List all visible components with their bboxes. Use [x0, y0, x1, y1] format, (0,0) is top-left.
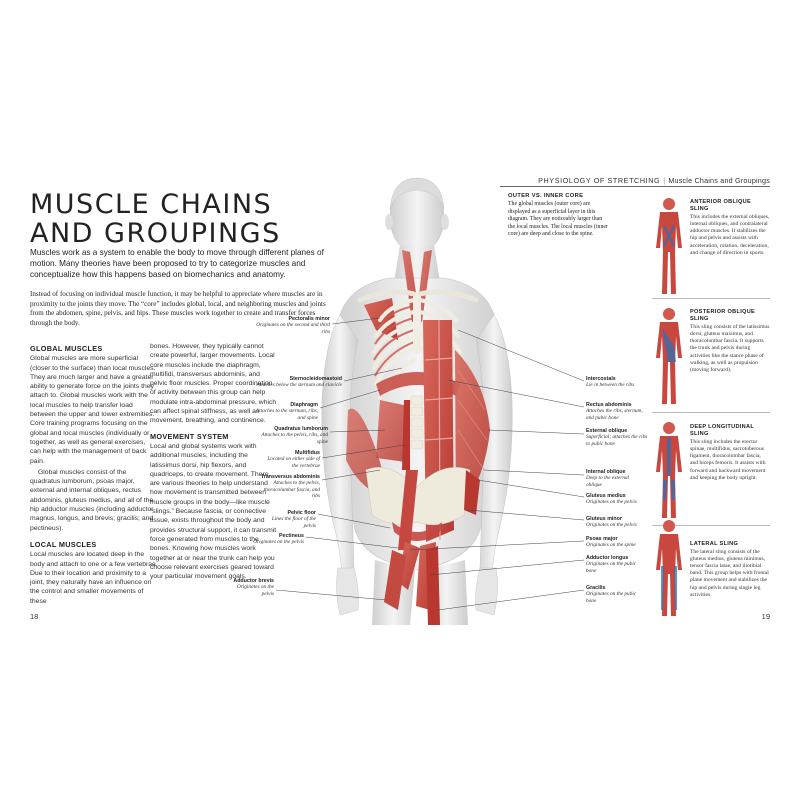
label-gracilis: Gracilis Originates on the pubic bone: [586, 585, 637, 604]
sling-divider-1: [652, 298, 770, 299]
body-paragraph: Instead of focusing on individual muscle function, it may be helpful to appreciate where muscles are in proximity to the joints they move. The “core” includes global, local, and neighboring muscles and joints from the abdomen, spine, pelvis, and hips. These muscles work together to create and transfer forces through the body.: [30, 290, 326, 327]
label-quadratus-lumborum: Quadratus lumborum Attaches to the pelvis, ribs, and spine: [261, 426, 328, 445]
anterior-oblique-text: This includes the external obliques, internal obliques, and contralateral adductor muscles. It stabilizes the hip and pelvis and assists with acceleration, rotation, deceleration, and change of direction in sports.: [690, 214, 770, 256]
header-separator: |: [663, 176, 666, 185]
label-sternocleidomastoid: Sternocleidomastoid Attaches below the sternum and clavicle: [256, 376, 342, 389]
movement-system-heading: MOVEMENT SYSTEM: [150, 431, 229, 441]
lateral-sling-text: The lateral sling consists of the gluteus medius, gluteus minimus, tensor fascia latae, and iliotibial band. This group helps with frontal plane movement and stabilizes the hip and pelvis during single leg activities.: [690, 549, 769, 598]
movement-system-text: Local and global systems work with additional muscles, including the latissimus dorsi, hip flexors, and quadriceps, to create movement. There are various theories to help understand how movement is transmitted between muscle groups in the body—like muscle “slings.” Because fascia, or connective tissue, exists throughout the body and provides structural support, it can transmit force generated from muscles to the bones. Knowing how muscles work together at or near the trunk can help you choose relevant exercises geared toward your particular movement goals.: [150, 442, 277, 581]
global-muscles-text-2: Global muscles consist of the quadratus lumborum, psoas major, external and internal obliques, rectus abdominis, gluteus medius, and all of the hip adductor muscles (including adductor magnus, longus, and brevis; gracilis; and pectineus).: [30, 468, 154, 532]
label-psoas-major: Psoas major Originates on the spine: [586, 536, 636, 549]
page-number-right: 19: [761, 612, 770, 621]
anterior-oblique-heading: ANTERIOR OBLIQUE SLING: [690, 199, 752, 213]
title-line-2: AND GROUPINGS: [30, 218, 281, 249]
intro-text: Muscles work as a system to enable the body to move through different planes of motion. Many theories have been proposed to try to categorize muscles and conceptualize how this happens based on biomechanics and anatomy.: [30, 248, 324, 280]
label-internal-oblique: Internal oblique Deep to the external oblique: [586, 469, 630, 488]
label-rectus-abdominis: Rectus abdominis Attaches the ribs, sternum, and pubic bone: [586, 402, 643, 421]
posterior-oblique-sling: [690, 309, 770, 374]
label-external-oblique: External oblique Superficial; attaches the ribs to pubic bone: [586, 428, 648, 447]
global-muscles-heading: GLOBAL MUSCLES: [30, 344, 103, 353]
anterior-oblique-sling-figure: [652, 196, 686, 296]
lateral-sling: [690, 541, 770, 599]
label-gluteus-minor: Gluteus minor Originates on the pelvis: [586, 516, 637, 529]
local-muscles-heading: LOCAL MUSCLES: [30, 539, 97, 549]
label-adductor-longus: Adductor longus Originates on the pubic bone: [586, 555, 637, 574]
label-gluteus-medius: Gluteus medius Originates on the pelvis: [586, 493, 637, 506]
sling-divider-2: [652, 412, 770, 413]
label-transversus-abdominis: Transversus abdominis Attaches to the pelvis, thoracolumbar fascia, and ribs: [260, 474, 320, 500]
lateral-sling-heading: LATERAL SLING: [690, 541, 739, 547]
page-number-left: 18: [30, 612, 39, 621]
anterior-oblique-sling: [690, 199, 770, 257]
callout-heading: OUTER VS. INNER CORE: [508, 193, 584, 199]
title-line-1: MUSCLE CHAINS: [30, 189, 273, 220]
global-muscles-text: Global muscles are more superficial (closer to the surface) than local muscles. They are much larger and have a greater ability to generate force on the joints they attach to. Global muscles work with the local muscles to help transfer load between the upper and lower extremities. Core training programs focusing on the global and local muscles (individually or together, as well as general exercises, can help with the management of back pain.: [30, 355, 156, 465]
callout-text: The global muscles (outer core) are displayed as a superficial layer in this diagram. They are noticeably larger than the local muscles. The local muscles (inner core) are deep and close to the spine.: [508, 201, 608, 238]
label-pectoralis-minor: Pectoralis minor Originates on the second and third ribs: [256, 316, 330, 335]
label-intercostals: Intercostals Lie in between the ribs: [586, 376, 635, 389]
label-multifidus: Multifidus Located on either side of the vertebrae: [267, 450, 320, 469]
header-topic: Muscle Chains and Groupings: [668, 176, 770, 185]
outer-inner-core-callout: [508, 193, 608, 238]
label-pectineus: Pectineus Originates on the pelvis: [253, 533, 304, 546]
posterior-oblique-sling-figure: [652, 306, 686, 406]
deep-longitudinal-sling: [690, 424, 770, 482]
label-diaphragm: Diaphragm Attaches to the sternum, ribs, and spine: [255, 402, 318, 421]
posterior-oblique-heading: POSTERIOR OBLIQUE SLING: [690, 309, 756, 323]
label-adductor-brevis: Adductor brevis Originates on the pelvis: [233, 578, 274, 597]
local-muscles-text: Local muscles are located deep in the body and attach to one or a few vertebrae. Due to their location and proximity to a joint, they naturally have an influence on the control and smaller movements of these: [30, 551, 158, 605]
label-pelvic-floor: Pelvic floor Lines the floor of the pelvis: [271, 510, 316, 529]
deep-longitudinal-heading: DEEP LONGITUDINAL SLING: [690, 424, 754, 438]
header-section: PHYSIOLOGY OF STRETCHING: [538, 176, 661, 185]
lateral-sling-figure: [652, 518, 686, 618]
posterior-oblique-text: This sling consists of the latissimus dorsi, gluteus maximus, and thoracolumbar fascia. It supports the trunk and pelvis during activities like the stance phase of walking, as well as propulsion (moving forward).: [690, 324, 770, 373]
local-muscles-continued: bones. However, they typically cannot create powerful, larger movements. Local core muscles include the diaphragm, multifidi, transversus abdominis, and pelvic floor muscles. Proper coordination of activity between this group can help modulate intra-abdominal pressure, which can affect spinal stiffness, as well as movement, breathing, and continence.: [150, 343, 277, 425]
deep-longitudinal-text: This sling includes the erector spinae, multifidus, sacrotuberous ligament, thoracolumbar fascia, and biceps femoris. It assists with forward and backward movement and keeping the body upright.: [690, 439, 766, 481]
deep-longitudinal-sling-figure: [652, 420, 686, 520]
